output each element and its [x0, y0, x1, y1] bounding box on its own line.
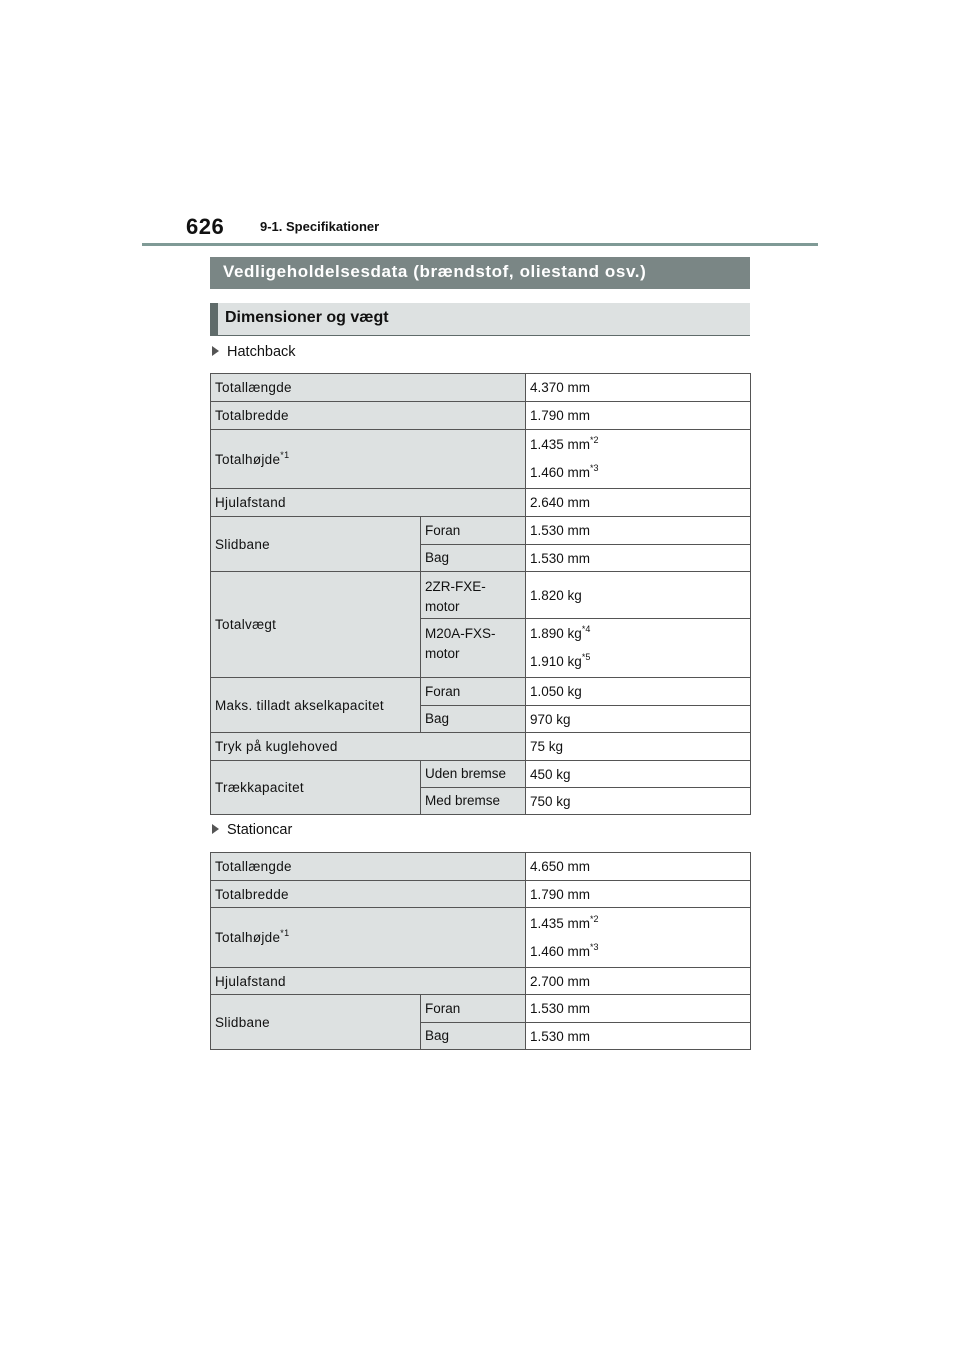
footnote-ref: *1	[280, 449, 290, 460]
footnote-ref: *2	[590, 913, 599, 924]
sub-label: Bag	[421, 1023, 526, 1050]
row-label: Totalbredde	[211, 881, 526, 908]
table-row	[211, 374, 751, 402]
footnote-ref: *2	[590, 435, 599, 445]
sub-label: Foran	[421, 678, 526, 706]
row-label: Hjulafstand	[211, 489, 526, 517]
row-label: Totalhøjde$^{*1}$	[211, 430, 526, 489]
table-row	[211, 995, 751, 1023]
footnote-ref: *4	[581, 624, 591, 634]
row-value: 4.370 mm	[526, 374, 751, 402]
row-value: 1.820 kg	[526, 572, 751, 619]
row-value: 1.530 mm	[526, 517, 751, 545]
row-value: 1.790 mm	[526, 881, 751, 908]
row-value: 1.530 mm	[526, 545, 751, 572]
row-value: 1.530 mm	[526, 1023, 751, 1050]
page-number: 626	[186, 214, 225, 239]
hatchback-spec-table	[210, 373, 751, 815]
row-label: Totalvægt	[211, 572, 421, 678]
table-row	[211, 430, 751, 489]
row-label: Slidbane	[211, 995, 421, 1050]
row-value: 2.700 mm	[526, 968, 751, 995]
table-row	[211, 761, 751, 788]
row-label: Maks. tilladt akselkapacitet	[211, 678, 421, 733]
table-row	[211, 968, 751, 995]
footnote-ref: *5	[581, 652, 591, 662]
row-value: 1.050 kg	[526, 678, 751, 706]
row-value: 1.890 $kg^{*4}$ 1.910 $kg^{*5}$	[526, 619, 751, 678]
variant-heading-stationcar	[212, 822, 292, 838]
footnote-ref: *3	[590, 463, 599, 473]
triangle-bullet-icon	[212, 346, 219, 356]
row-value: 450 kg	[526, 761, 751, 788]
sub-label: 2ZR-FXE- motor	[421, 572, 526, 619]
row-label: Trækkapacitet	[211, 761, 421, 815]
header-rule	[142, 243, 818, 246]
sub-label: Bag	[421, 545, 526, 572]
row-label: Totalhøjde$^{*1}$	[211, 908, 526, 968]
sub-label: M20A-FXS- motor	[421, 619, 526, 678]
footnote-ref: *1	[280, 928, 290, 938]
table-row	[211, 678, 751, 706]
table-row	[211, 572, 751, 619]
sub-label: Med bremse	[421, 788, 526, 815]
sub-label: Foran	[421, 517, 526, 545]
row-value: 2.640 mm	[526, 489, 751, 517]
row-value: 1.790 mm	[526, 402, 751, 430]
footnote-ref: *3	[590, 941, 599, 952]
variant-heading-hatchback	[212, 344, 296, 360]
variant-label: Hatchback	[227, 344, 296, 360]
sub-label: Uden bremse	[421, 761, 526, 788]
row-value: 1.435 $mm^{*2}$ 1.460 $mm^{*3}$	[526, 908, 751, 968]
row-value: 1.530 mm	[526, 995, 751, 1023]
table-row	[211, 881, 751, 908]
sub-label: Bag	[421, 706, 526, 733]
table-row	[211, 489, 751, 517]
row-label: Hjulafstand	[211, 968, 526, 995]
row-value: 970 kg	[526, 706, 751, 733]
row-value: 1.435 $mm^{*2}$ 1.460 $mm^{*3}$	[526, 430, 751, 489]
row-label: Totallængde	[211, 853, 526, 881]
section-label: 9-1. Specifikationer	[260, 219, 380, 234]
table-row	[211, 402, 751, 430]
row-label: Slidbane	[211, 517, 421, 572]
section-title-banner: Vedligeholdelsesdata (brændstof, oliestand osv.)	[210, 257, 750, 289]
sub-label: Foran	[421, 995, 526, 1023]
row-value: 75 kg	[526, 733, 751, 761]
row-value: 750 kg	[526, 788, 751, 815]
row-label: Tryk på kuglehoved	[211, 733, 526, 761]
table-row	[211, 733, 751, 761]
table-row	[211, 853, 751, 881]
subsection-title-banner: Dimensioner og vægt	[210, 303, 750, 336]
row-label: Totalbredde	[211, 402, 526, 430]
row-value: 4.650 mm	[526, 853, 751, 881]
table-row	[211, 517, 751, 545]
variant-label: Stationcar	[227, 822, 293, 838]
triangle-bullet-icon	[212, 824, 219, 834]
table-row	[211, 908, 751, 968]
row-label: Totallængde	[211, 374, 526, 402]
stationcar-spec-table	[210, 852, 751, 1050]
